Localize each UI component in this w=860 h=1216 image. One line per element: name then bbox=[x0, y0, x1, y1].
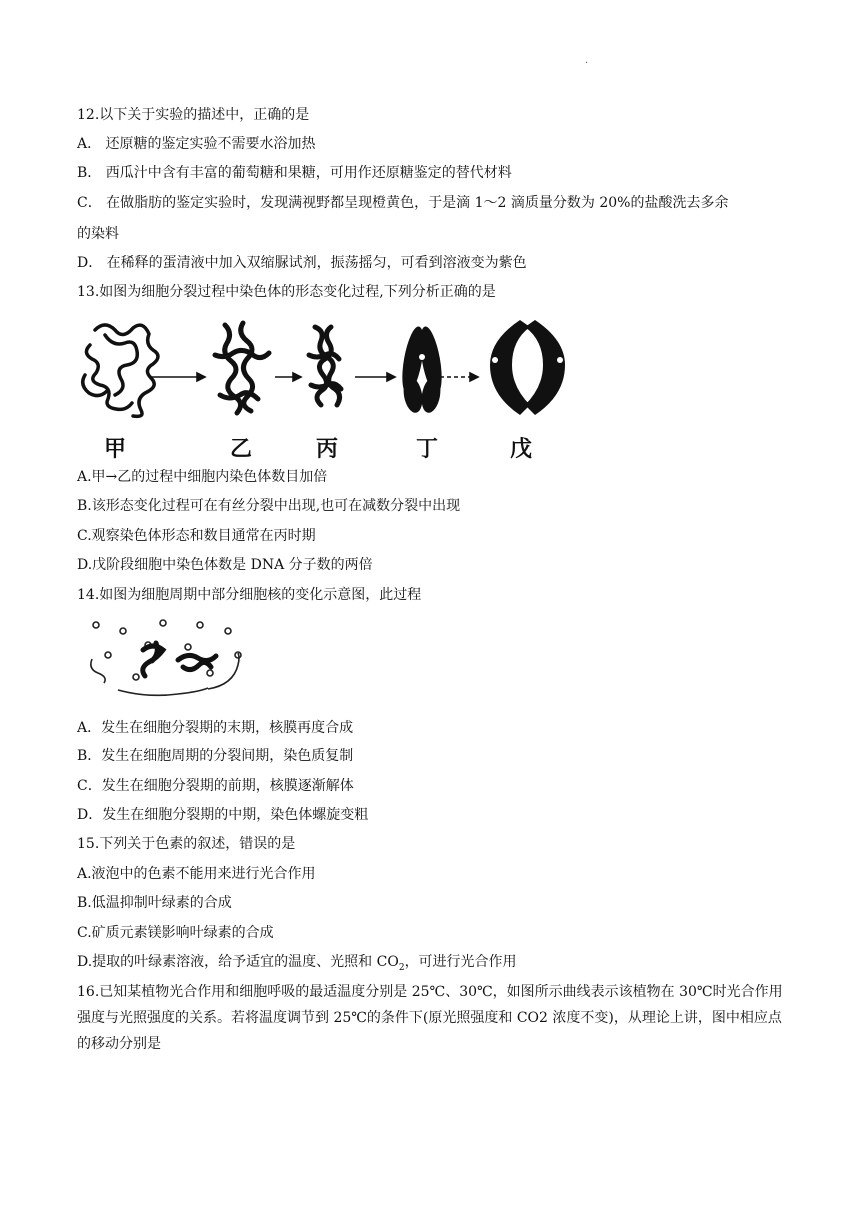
q15-option-d-text: D.提取的叶绿素溶液，给予适宜的温度、光照和 CO bbox=[77, 954, 399, 970]
q12-option-c: C． 在做脂肪的鉴定实验时，发现满视野都呈现橙黄色，于是滴 1～2 滴质量分数为 20%的盐酸洗去多余 bbox=[77, 195, 729, 211]
q13-option-d: D.戊阶段细胞中染色体数是 DNA 分子数的两倍 bbox=[77, 557, 373, 573]
q14-stem: 14.如图为细胞周期中部分细胞核的变化示意图，此过程 bbox=[77, 587, 422, 603]
q13-option-b: B.该形态变化过程可在有丝分裂中出现,也可在减数分裂中出现 bbox=[77, 498, 461, 514]
q13-stem: 13.如图为细胞分裂过程中染色体的形态变化过程,下列分析正确的是 bbox=[77, 284, 496, 300]
q12-option-a: A． 还原糖的鉴定实验不需要水浴加热 bbox=[77, 136, 316, 152]
stage-bing-chromatin bbox=[309, 327, 341, 405]
q15-option-d bbox=[77, 953, 517, 977]
q14-option-b: B．发生在细胞周期的分裂间期，染色质复制 bbox=[77, 748, 354, 764]
q12-option-d: D． 在稀释的蛋清液中加入双缩脲试剂，振荡摇匀，可看到溶液变为紫色 bbox=[77, 255, 527, 271]
q15-option-c: C.矿质元素镁影响叶绿素的合成 bbox=[77, 925, 274, 941]
q13-option-a: A.甲→乙的过程中细胞内染色体数目加倍 bbox=[77, 469, 328, 485]
stage-label-wu: 戊 bbox=[510, 437, 533, 462]
q14-option-d: D．发生在细胞分裂期的中期，染色体螺旋变粗 bbox=[77, 807, 369, 823]
stage-label-yi: 乙 bbox=[230, 437, 253, 462]
q15-option-d-tail: ，可进行光合作用 bbox=[404, 954, 517, 970]
q12-option-b: B． 西瓜汁中含有丰富的葡萄糖和果糖，可用作还原糖鉴定的替代材料 bbox=[77, 165, 512, 181]
stage-label-ding: 丁 bbox=[416, 437, 439, 462]
stage-ding-chromosome bbox=[398, 325, 446, 414]
q16-stem: 16.已知某植物光合作用和细胞呼吸的最适温度分别是 25℃、30℃，如图所示曲线表示该植物在 30℃时光合作用强度与光照强度的关系。若将温度调节到 25℃的条件下(原光照强度和 CO2 浓度不变)，从理论上讲，图中相应点的移动分别是 bbox=[77, 984, 783, 1052]
q12-option-c-cont: 的染料 bbox=[77, 226, 119, 242]
q15-stem: 15.下列关于色素的叙述，错误的是 bbox=[77, 836, 296, 852]
q15-option-a: A.液泡中的色素不能用来进行光合作用 bbox=[77, 866, 316, 882]
q14-option-a: A．发生在细胞分裂期的末期，核膜再度合成 bbox=[77, 720, 354, 736]
q15-option-b: B.低温抑制叶绿素的合成 bbox=[77, 895, 232, 911]
stage-label-bing: 丙 bbox=[316, 437, 339, 462]
q15-option-d-subscript: 2 bbox=[398, 962, 405, 973]
stage-yi-chromatin bbox=[215, 323, 269, 413]
stage-jia-chromatin bbox=[83, 325, 158, 416]
chromosome-stages-figure bbox=[75, 315, 575, 425]
q13-option-c: C.观察染色体形态和数目通常在丙时期 bbox=[77, 528, 316, 544]
chromosome-shapes bbox=[143, 643, 216, 676]
q12-stem: 12.以下关于实验的描述中，正确的是 bbox=[77, 107, 310, 123]
stage-label-jia: 甲 bbox=[104, 437, 127, 462]
stage-wu-chromosomes bbox=[490, 320, 565, 415]
header-mark: · bbox=[585, 58, 589, 69]
q14-option-c: C．发生在细胞分裂期的前期，核膜逐渐解体 bbox=[77, 778, 354, 794]
nucleus-change-figure bbox=[88, 615, 258, 700]
